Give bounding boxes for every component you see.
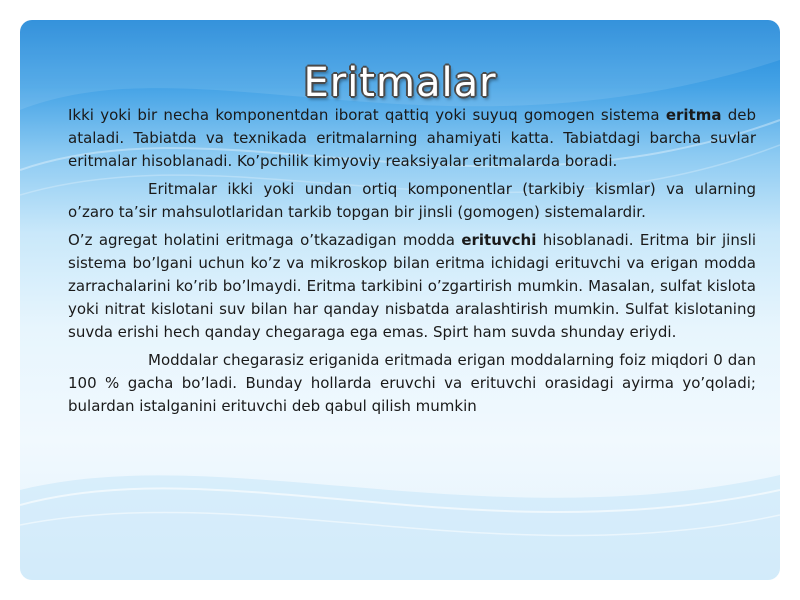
paragraph-3-text-c: hisoblanadi. Eritma bir jinsli sistema bo’lgani uchun ko’z va mikroskop bilan eritma ichidagi erituvchi va erigan modda zarrachalarini ko’rib bo’lmaydi. Eritma tarkibini o’zgartirish mumkin. Masalan, sulfat kislota yoki nitrat kislotani suv bilan har qanday nisbatda aralashtirish mumkin. Sulfat kislotaning suvda erishi hech qanday chegaraga ega emas. Spirt ham suvda shunday eriydi.	[68, 231, 756, 341]
paragraph-4: Moddalar chegarasiz eriganida eritmada erigan moddalarning foiz miqdori 0 dan 100 % gacha bo’ladi. Bunday hollarda eruvchi va erituvchi orasidagi ayirma yo’qoladi; bulardan istalganini erituvchi deb qabul qilish mumkin	[68, 351, 756, 415]
paragraph-2: Eritmalar ikki yoki undan ortiq komponentlar (tarkibiy kismlar) va ularning o’zaro ta’sir mahsulotlaridan tarkib topgan bir jinsli (gomogen) sistemalardir.	[68, 180, 756, 221]
term-erituvchi: erituvchi	[461, 231, 537, 249]
paragraph-3	[68, 229, 756, 344]
slide	[20, 20, 780, 580]
slide-body	[68, 104, 756, 423]
slide-title: Eritmalar	[303, 60, 497, 106]
paragraph-1-text-c: deb ataladi. Tabiatda va texnikada eritmalarning ahamiyati katta. Tabiatdagi barcha suvlar eritmalar hisoblanadi. Ko’pchilik kimyoviy reaksiyalar eritmalarda boradi.	[68, 106, 756, 170]
paragraph-1-text-a: Ikki yoki bir necha komponentdan iborat qattiq yoki suyuq gomogen sistema	[68, 106, 666, 124]
paragraph-1	[68, 104, 756, 173]
paragraph-3-text-a: O’z agregat holatini eritmaga o’tkazadigan modda	[68, 231, 462, 249]
term-eritma: eritma	[665, 106, 722, 124]
